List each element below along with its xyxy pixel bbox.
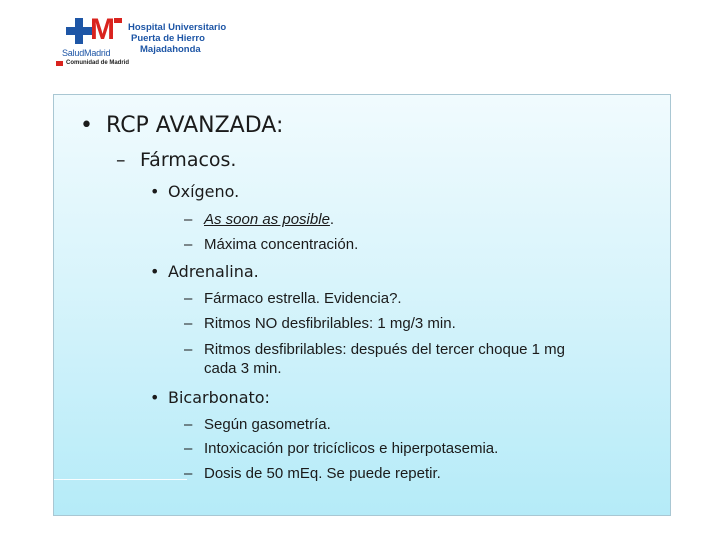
underlined-text: As soon as posible xyxy=(204,211,330,228)
bullet: • xyxy=(80,113,93,138)
list-item-continuation: cada 3 min. xyxy=(204,360,282,377)
list-item-text: Según gasometría. xyxy=(204,416,331,433)
cross-icon xyxy=(66,18,92,44)
region-flag-icon xyxy=(56,61,63,66)
section-title-line xyxy=(150,262,259,281)
bullet: • xyxy=(150,262,160,281)
list-item-text: Ritmos NO desfibrilables: 1 mg/3 min. xyxy=(204,315,456,332)
dash: – xyxy=(116,149,126,171)
dash: – xyxy=(184,416,193,433)
hospital-logo xyxy=(56,13,246,72)
dash: – xyxy=(184,315,193,332)
slide-heading: RCP AVANZADA: xyxy=(106,113,284,138)
region-name: Comunidad de Madrid xyxy=(66,60,129,66)
region-label xyxy=(56,60,129,66)
star-tag-icon xyxy=(114,18,122,23)
divider xyxy=(54,479,187,480)
section-title-line xyxy=(150,388,270,407)
section-title: Oxígeno. xyxy=(168,182,240,201)
hospital-name-line-2: Puerta de Hierro xyxy=(131,33,205,44)
dash: – xyxy=(184,236,193,253)
list-item-text: Intoxicación por tricíclicos e hiperpotasemia. xyxy=(204,440,499,457)
list-item-text: Máxima concentración. xyxy=(204,236,359,253)
subheading-line xyxy=(116,149,236,171)
list-item xyxy=(184,416,331,433)
list-item xyxy=(184,465,441,482)
madrid-m-logo-icon: M xyxy=(90,13,114,46)
list-item xyxy=(184,341,565,358)
list-item-text: Fármaco estrella. Evidencia?. xyxy=(204,290,402,307)
dash: – xyxy=(184,465,193,482)
hospital-name-line-3: Majadahonda xyxy=(140,44,201,55)
bullet: • xyxy=(150,388,160,407)
slide-subheading: Fármacos. xyxy=(140,149,237,171)
hospital-name xyxy=(128,22,248,55)
dash: – xyxy=(184,290,193,307)
dash: – xyxy=(184,211,193,228)
bullet: • xyxy=(150,182,160,201)
hospital-name-line-1: Hospital Universitario xyxy=(128,22,227,33)
list-item xyxy=(184,315,456,332)
list-item-text: Ritmos desfibrilables: después del tercer choque 1 mg xyxy=(204,341,566,358)
section-title-line xyxy=(150,182,239,201)
slide-content-panel xyxy=(53,94,671,516)
list-item xyxy=(184,440,498,457)
brand-label: SaludMadrid xyxy=(62,48,111,58)
list-item-text: Dosis de 50 mEq. Se puede repetir. xyxy=(204,465,441,482)
heading-line xyxy=(80,113,283,138)
dash: – xyxy=(184,341,193,358)
list-item-text-tail: . xyxy=(329,211,335,228)
dash: – xyxy=(184,440,193,457)
list-item xyxy=(184,290,402,307)
section-title: Bicarbonato: xyxy=(168,388,270,407)
section-title: Adrenalina. xyxy=(168,262,259,281)
list-item xyxy=(184,211,334,228)
list-item xyxy=(184,236,358,253)
